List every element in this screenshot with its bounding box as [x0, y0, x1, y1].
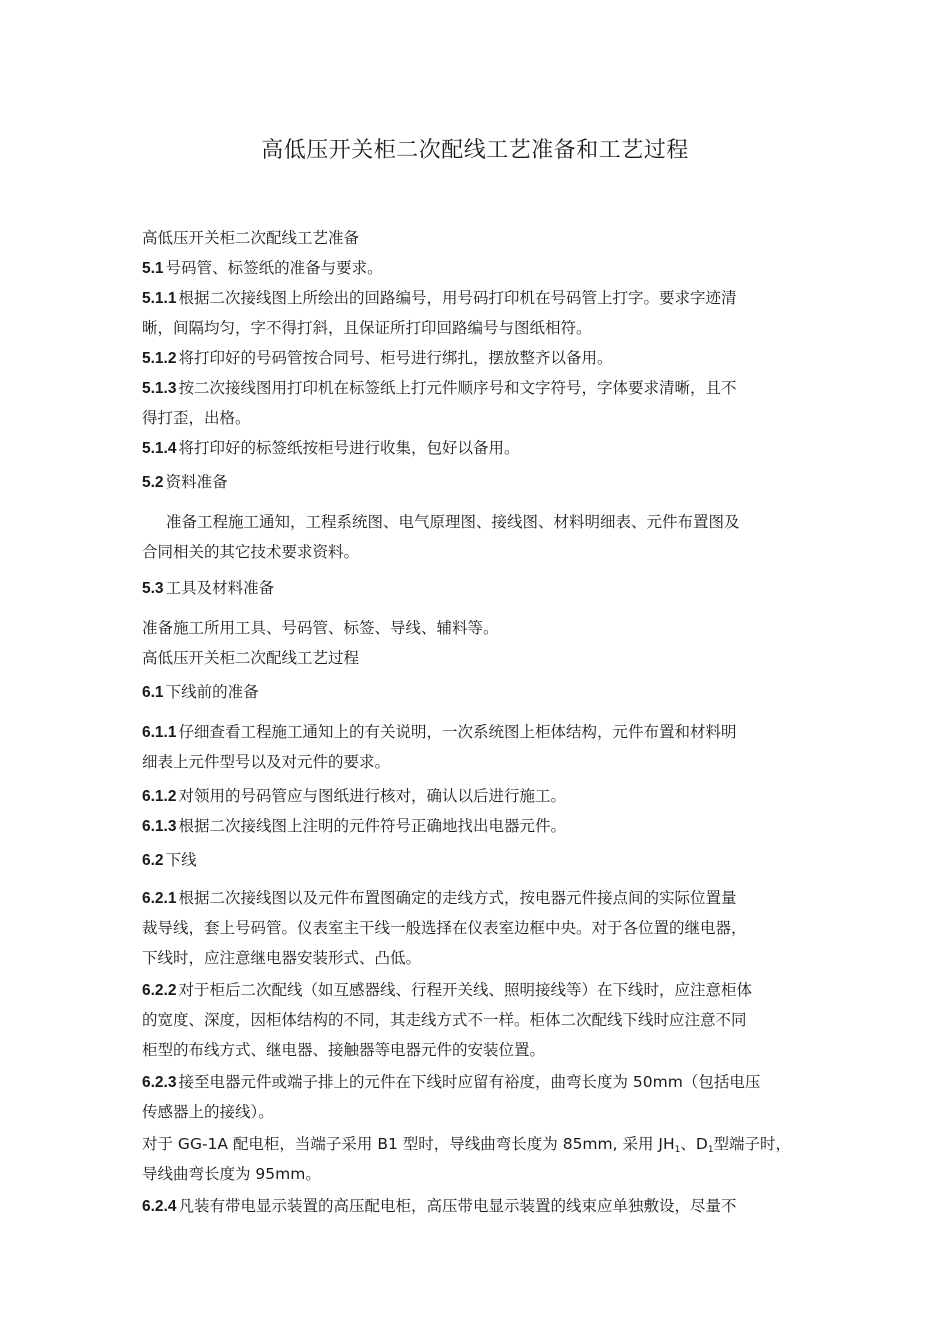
line-text: 的宽度、深度，因柜体结构的不同，其走线方式不一样。柜体二次配线下线时应注意不同 [142, 1011, 747, 1029]
numbered-paragraph-line [142, 578, 274, 599]
line-text-mid: 、D [680, 1135, 708, 1153]
subscript: 1 [674, 1145, 681, 1155]
line-text: 根据二次接线图上注明的元件符号正确地找出电器元件。 [178, 817, 566, 835]
section-number: 5.1.2 [142, 350, 177, 367]
line-text: 资料准备 [165, 473, 228, 491]
numbered-paragraph-line [142, 1196, 737, 1217]
numbered-paragraph-line [142, 888, 737, 909]
numbered-paragraph-line [142, 850, 197, 871]
line-text: 导线曲弯长度为 95mm。 [142, 1165, 321, 1183]
section-number: 6.2.1 [142, 890, 177, 907]
line-text: 接至电器元件或端子排上的元件在下线时应留有裕度，曲弯长度为 50mm（包括电压 [178, 1073, 761, 1091]
paragraph-line [142, 1164, 321, 1184]
numbered-paragraph-line [142, 378, 737, 399]
line-text: 准备工程施工通知，工程系统图、电气原理图、接线图、材料明细表、元件布置图及 [166, 513, 740, 531]
line-text: 对于柜后二次配线（如互感器线、行程开关线、照明接线等）在下线时，应注意柜体 [178, 981, 752, 999]
line-text: 柜型的布线方式、继电器、接触器等电器元件的安装位置。 [142, 1041, 546, 1059]
section-number: 5.1.4 [142, 440, 177, 457]
paragraph-line [142, 918, 747, 938]
line-text: 工具及材料准备 [165, 579, 275, 597]
section-number: 5.1.3 [142, 380, 177, 397]
paragraph-line [142, 228, 359, 248]
line-text: 根据二次接线图以及元件布置图确定的走线方式，按电器元件接点间的实际位置量 [178, 889, 737, 907]
paragraph-line [166, 512, 740, 532]
paragraph-line [142, 542, 359, 562]
section-number: 6.2.3 [142, 1074, 177, 1091]
line-text: 将打印好的标签纸按柜号进行收集，包好以备用。 [178, 439, 520, 457]
numbered-paragraph-line [142, 786, 566, 807]
line-text: 凡装有带电显示装置的高压配电柜，高压带电显示装置的线束应单独敷设，尽量不 [178, 1197, 737, 1215]
section-number: 6.2.4 [142, 1198, 177, 1215]
paragraph-line [142, 1040, 545, 1060]
numbered-paragraph-line [142, 472, 228, 493]
line-text: 传感器上的接线）。 [142, 1103, 274, 1121]
section-number: 6.2.2 [142, 982, 177, 999]
line-text: 下线 [165, 851, 197, 869]
numbered-paragraph-line [142, 980, 752, 1001]
numbered-paragraph-line [142, 348, 613, 369]
line-text: 将打印好的号码管按合同号、柜号进行绑扎，摆放整齐以备用。 [178, 349, 613, 367]
section-number: 6.1.2 [142, 788, 177, 805]
numbered-paragraph-line [142, 722, 737, 743]
section-number: 5.2 [142, 474, 164, 491]
line-text: 高低压开关柜二次配线工艺过程 [142, 649, 360, 667]
line-text: 裁导线，套上号码管。仪表室主干线一般选择在仪表室边框中央。对于各位置的继电器， [142, 919, 747, 937]
line-text: 号码管、标签纸的准备与要求。 [165, 259, 383, 277]
numbered-paragraph-line [142, 816, 566, 837]
paragraph-line [142, 408, 251, 428]
paragraph-line [142, 648, 359, 668]
section-number: 6.2 [142, 852, 164, 869]
line-text: 下线时，应注意继电器安装形式、凸低。 [142, 949, 422, 967]
section-number: 6.1.3 [142, 818, 177, 835]
line-text-tail: 型端子时， [713, 1135, 792, 1153]
numbered-paragraph-line [142, 438, 520, 459]
section-number: 6.1.1 [142, 724, 177, 741]
line-text: 合同相关的其它技术要求资料。 [142, 543, 360, 561]
numbered-paragraph-line [142, 682, 259, 703]
numbered-paragraph-line [142, 258, 383, 279]
paragraph-line [142, 318, 592, 338]
paragraph-line [142, 618, 499, 638]
line-text: 高低压开关柜二次配线工艺准备 [142, 229, 360, 247]
paragraph-line [142, 752, 390, 772]
line-text: 根据二次接线图上所绘出的回路编号，用号码打印机在号码管上打字。要求字迹清 [178, 289, 737, 307]
line-text: 下线前的准备 [165, 683, 259, 701]
paragraph-line [142, 1102, 274, 1122]
line-text: 仔细查看工程施工通知上的有关说明，一次系统图上柜体结构，元件布置和材料明 [178, 723, 737, 741]
section-number: 5.1.1 [142, 290, 177, 307]
section-number: 6.1 [142, 684, 164, 701]
line-text: 按二次接线图用打印机在标签纸上打元件顺序号和文字符号，字体要求清晰，且不 [178, 379, 737, 397]
paragraph-line [142, 1134, 791, 1160]
line-text: 细表上元件型号以及对元件的要求。 [142, 753, 391, 771]
line-text: 对于 GG-1A 配电柜，当端子采用 B1 型时，导线曲弯长度为 85mm, 采用 JH [142, 1135, 675, 1153]
line-text: 准备施工所用工具、号码管、标签、导线、辅料等。 [142, 619, 499, 637]
line-text: 晰，间隔均匀，字不得打斜，且保证所打印回路编号与图纸相符。 [142, 319, 592, 337]
paragraph-line [142, 1010, 747, 1030]
paragraph-line [142, 948, 421, 968]
numbered-paragraph-line [142, 1072, 760, 1093]
line-text: 对领用的号码管应与图纸进行核对，确认以后进行施工。 [178, 787, 566, 805]
subscript: 1 [707, 1145, 714, 1155]
numbered-paragraph-line [142, 288, 737, 309]
page-title: 高低压开关柜二次配线工艺准备和工艺过程 [261, 138, 689, 163]
line-text: 得打歪，出格。 [142, 409, 251, 427]
section-number: 5.3 [142, 580, 164, 597]
section-number: 5.1 [142, 260, 164, 277]
